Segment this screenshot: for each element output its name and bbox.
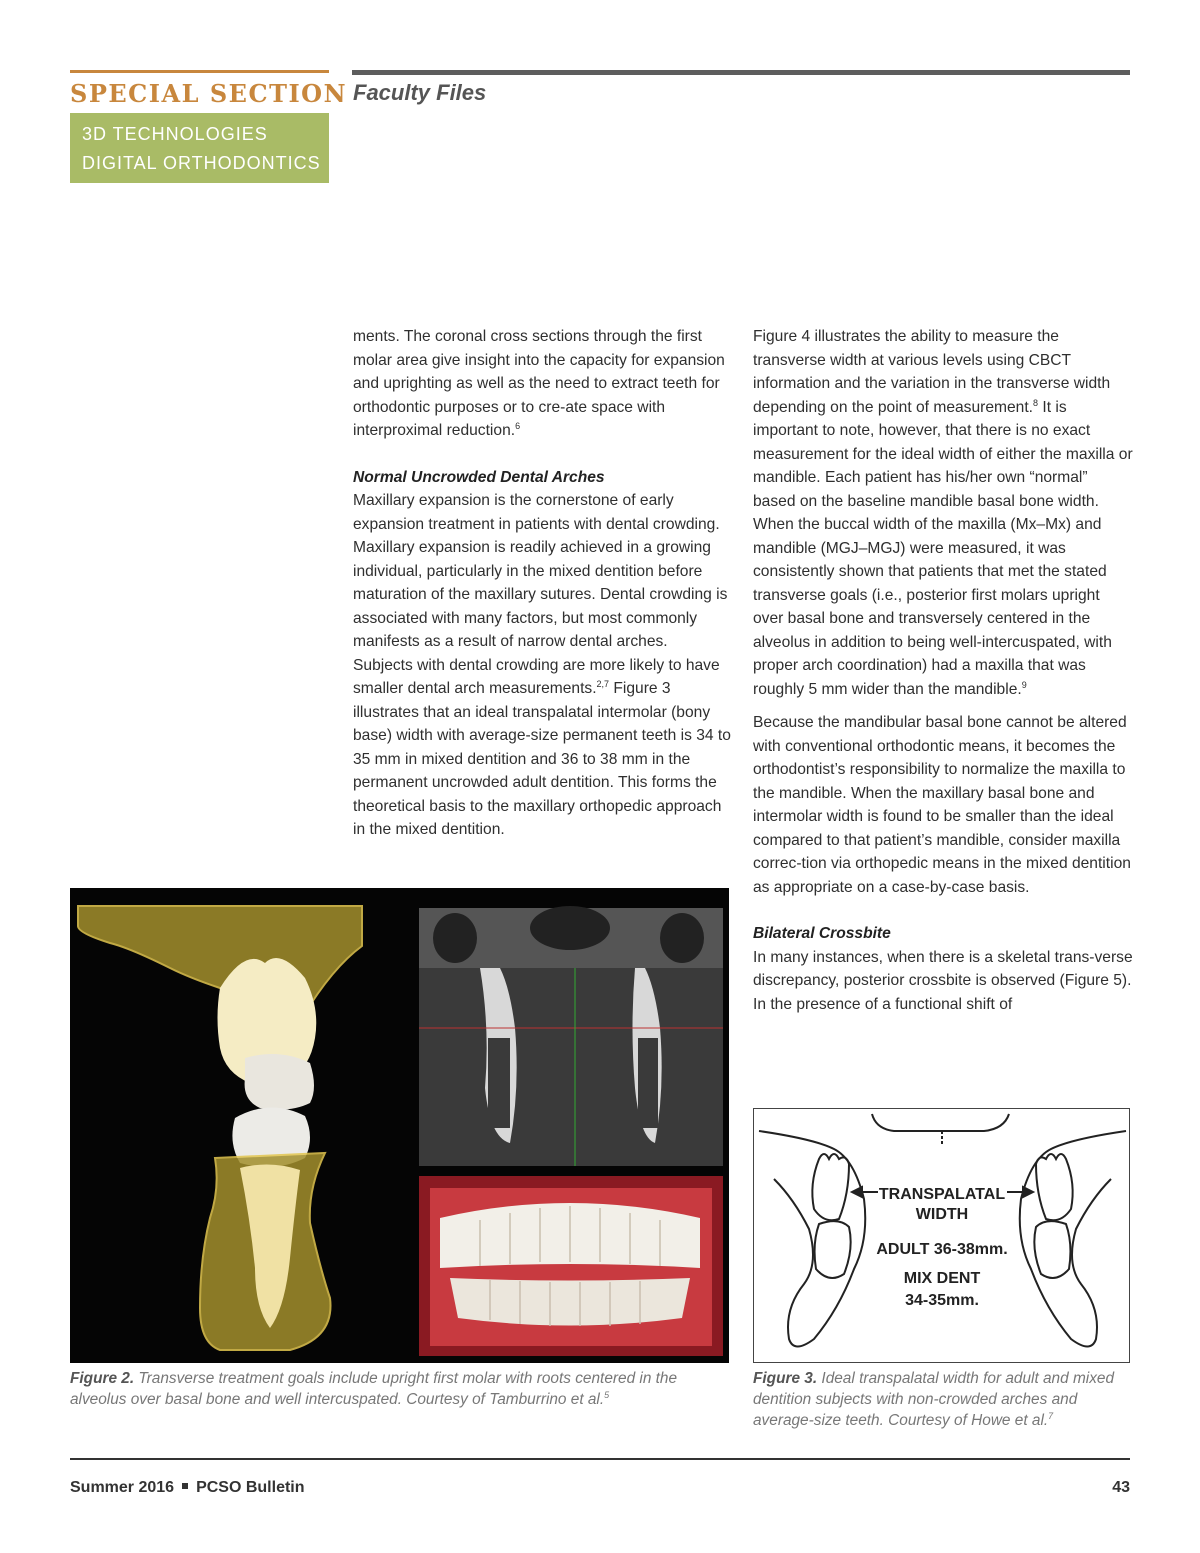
header-rule — [352, 70, 1130, 75]
reference: 5 — [604, 1390, 610, 1400]
paragraph-text: It is important to note, however, that there is no exact measurement for the ideal width of either the maxilla or mandible. Each patient has his/her own “normal” based on the baseline mandible basal bone width. When the buccal width of the maxilla (Mx–Mx) and mandible (MGJ–MGJ) were measured, it was consistently shown that patients that met the stated transverse goals (i.e., posterior first molars upright over basal bone and transversely centered in the alveolus in addition to being well-intercuspated, with proper arch coordination) had a maxilla that was roughly 5 mm wider than the mandible. — [753, 398, 1133, 698]
left-text-column — [353, 325, 731, 842]
subheading: Normal Uncrowded Dental Arches — [353, 468, 605, 486]
caption-text: Ideal transpalatal width for adult and mixed dentition subjects with non-crowded arches and average-size teeth. Courtesy of Howe et al. — [753, 1370, 1115, 1429]
column-title: Faculty Files — [353, 80, 487, 105]
reference: 9 — [1021, 679, 1027, 690]
paragraph-text: Maxillary expansion is the cornerstone of early expansion treatment in patients with dental crowding. Maxillary expansion is readily achieved in a growing individual, particularly in the mixed dentition before maturation of the maxillary sutures. Dental crowding is associated with many factors, but most commonly manifests as a result of narrow dental arches. Subjects with dental crowding are more likely to have smaller dental arch measurements. — [353, 492, 728, 697]
cbct-scan-image — [419, 906, 723, 1166]
figure-label: Figure 2. — [70, 1370, 135, 1387]
diagram-label: MIX DENT — [903, 1270, 981, 1287]
reference: 8 — [1033, 397, 1039, 408]
intraoral-photo — [419, 1176, 723, 1356]
reference: 7 — [1048, 1411, 1054, 1421]
diagram-label: 34-35mm. — [905, 1292, 979, 1309]
caption-text: Transverse treatment goals include upright first molar with roots centered in the alveolus over basal bone and well intercuspated. Courtesy of Tamburrino et al. — [70, 1370, 678, 1408]
paragraph-text: ments. The coronal cross sections through the first molar area give insight into the capacity for expansion and uprighting as well as the need to extract teeth for orthodontic purposes or to cre-ate space with interproximal reduction. — [353, 328, 725, 439]
diagram-label: ADULT 36-38mm. — [876, 1241, 1008, 1258]
paragraph — [753, 325, 1133, 701]
paragraph: Because the mandibular basal bone cannot be altered with conventional orthodontic means, it becomes the orthodontist’s responsibility to normalize the maxilla to the mandible. When the maxillary basal bone and intermolar width is found to be smaller than the ideal compared to that patient’s mandible, consider maxilla correc-tion via orthopedic means in the mixed dentition as appropriate on a case-by-case basis. — [753, 714, 1131, 896]
paragraph — [353, 489, 731, 842]
section-topic-box — [70, 113, 329, 183]
paragraph-text: Figure 4 illustrates the ability to measure the transverse width at various levels using CBCT information and the variation in the transverse width depending on the point of measurement. — [753, 328, 1111, 416]
header-accent-rule — [70, 70, 329, 73]
page-number: 43 — [1112, 1479, 1130, 1496]
bullet-separator — [182, 1483, 188, 1489]
figure-label: Figure 3. — [753, 1370, 818, 1387]
right-text-column — [753, 325, 1133, 1016]
figure-2-image — [70, 888, 729, 1363]
subheading: Bilateral Crossbite — [753, 925, 891, 942]
footer-issue: Summer 2016 — [70, 1479, 175, 1496]
figure-2-caption — [70, 1368, 730, 1410]
paragraph — [353, 325, 731, 443]
reference: 2,7 — [596, 679, 610, 689]
figure-3-diagram — [753, 1108, 1130, 1363]
diagram-label: TRANSPALATAL — [878, 1186, 1006, 1203]
footer-publication: PCSO Bulletin — [196, 1479, 305, 1496]
figure-3-caption — [753, 1368, 1133, 1431]
section-topic-line-1: 3D TECHNOLOGIES — [82, 124, 268, 144]
diagram-label: WIDTH — [915, 1206, 969, 1223]
footer-rule — [70, 1458, 1130, 1460]
section-topic-line-2: DIGITAL ORTHODONTICS — [82, 153, 321, 173]
paragraph-text: Figure 3 illustrates that an ideal transpalatal intermolar (bony base) width with average-size permanent teeth is 34 to 35 mm in mixed dentition and 36 to 38 mm in the permanent uncrowded adult dentition. This forms the theoretical basis to the maxillary orthopedic approach in the mixed dentition. — [353, 680, 731, 838]
footer-issue-info — [70, 1479, 305, 1497]
reference: 6 — [515, 421, 521, 431]
special-section-label: SPECIAL SECTION — [70, 79, 348, 108]
paragraph: In many instances, when there is a skeletal trans-verse discrepancy, posterior crossbite is observed (Figure 5). In the presence of a functional shift of — [753, 948, 1133, 1013]
